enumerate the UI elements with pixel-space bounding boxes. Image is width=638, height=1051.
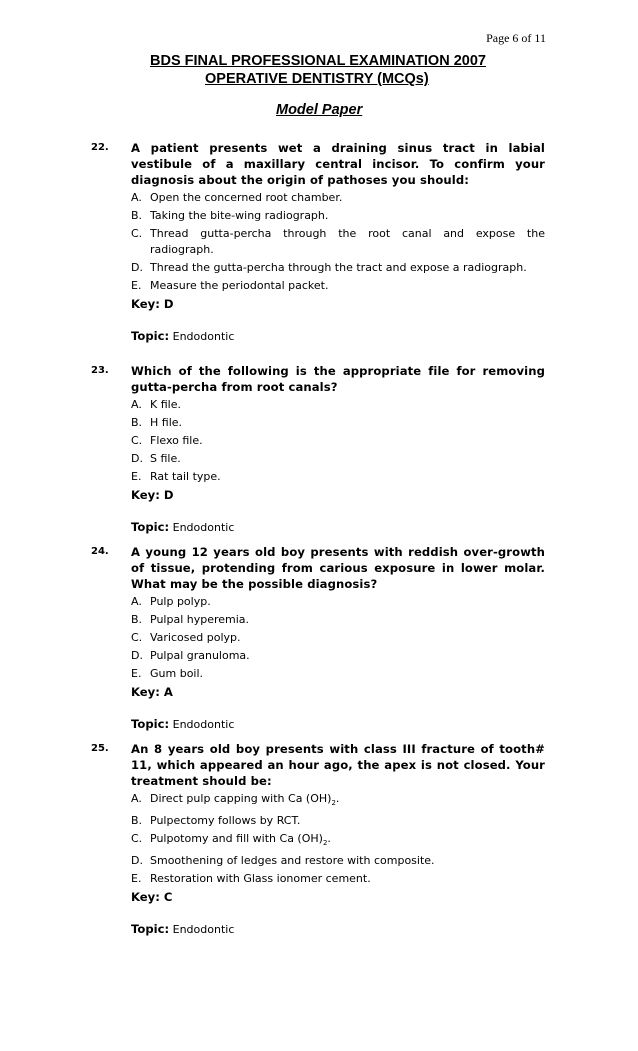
question-number: 25. [91,743,109,754]
option-d: D. Thread the gutta-percha through the tract and expose a radiograph. [131,261,527,274]
topic: Topic: Endodontic [131,922,235,937]
paper-type: Model Paper [276,102,363,118]
answer-key: Key: D [131,488,174,502]
question-number: 22. [91,142,109,153]
answer-key: Key: C [131,890,173,905]
topic: Topic: Endodontic [131,520,235,534]
question-number: 23. [91,365,109,376]
option-e: E. Restoration with Glass ionomer cement. [131,872,371,886]
page-number: Page 6 of 11 [486,31,546,45]
option-b: B. Pulpectomy follows by RCT. [131,814,301,828]
option-d: D. Smoothening of ledges and restore with composite. [131,854,435,868]
option-b: B. Taking the bite-wing radiograph. [131,209,329,222]
option-a: A. Direct pulp capping with Ca $(OH)_2$. [131,792,340,808]
topic: Topic: Endodontic [131,717,235,731]
option-c: C. Varicosed polyp. [131,631,241,644]
option-a: A. K file. [131,398,181,411]
option-c: C. Pulpotomy and fill with Ca $(OH)_2$. [131,832,331,848]
option-e: E. Measure the periodontal packet. [131,279,329,292]
option-c: C. Thread gutta-percha through the root canal and expose the radiograph. [131,227,545,256]
option-d: D. S file. [131,452,181,465]
topic: Topic: Endodontic [131,329,235,343]
question-text: Which of the following is the appropriate file for removing gutta-percha from root canals? [131,364,545,394]
exam-subject: OPERATIVE DENTISTRY (MCQs) [205,71,429,87]
option-b: B. Pulpal hyperemia. [131,613,250,626]
exam-title: BDS FINAL PROFESSIONAL EXAMINATION 2007 [150,53,486,69]
option-e: E. Gum boil. [131,667,204,680]
answer-key: Key: A [131,685,173,699]
question-text: A young 12 years old boy presents with reddish over-growth of tissue, protending from carious exposure in lower molar. What may be the possible diagnosis? [131,545,545,591]
option-d: D. Pulpal granuloma. [131,649,250,662]
question-text: A patient presents wet a draining sinus tract in labial vestibule of a maxillary central incisor. To confirm your diagnosis about the origin of pathoses you should: [131,141,545,187]
option-e: E. Rat tail type. [131,470,221,483]
option-a: A. Open the concerned root chamber. [131,191,343,204]
option-c: C. Flexo file. [131,434,203,447]
question-text: An 8 years old boy presents with class III fracture of tooth# 11, which appeared an hour ago, the apex is not closed. Your treatment should be: [131,742,545,788]
answer-key: Key: D [131,297,174,311]
option-a: A. Pulp polyp. [131,595,211,608]
question-number: 24. [91,546,109,557]
option-b: B. H file. [131,416,183,429]
